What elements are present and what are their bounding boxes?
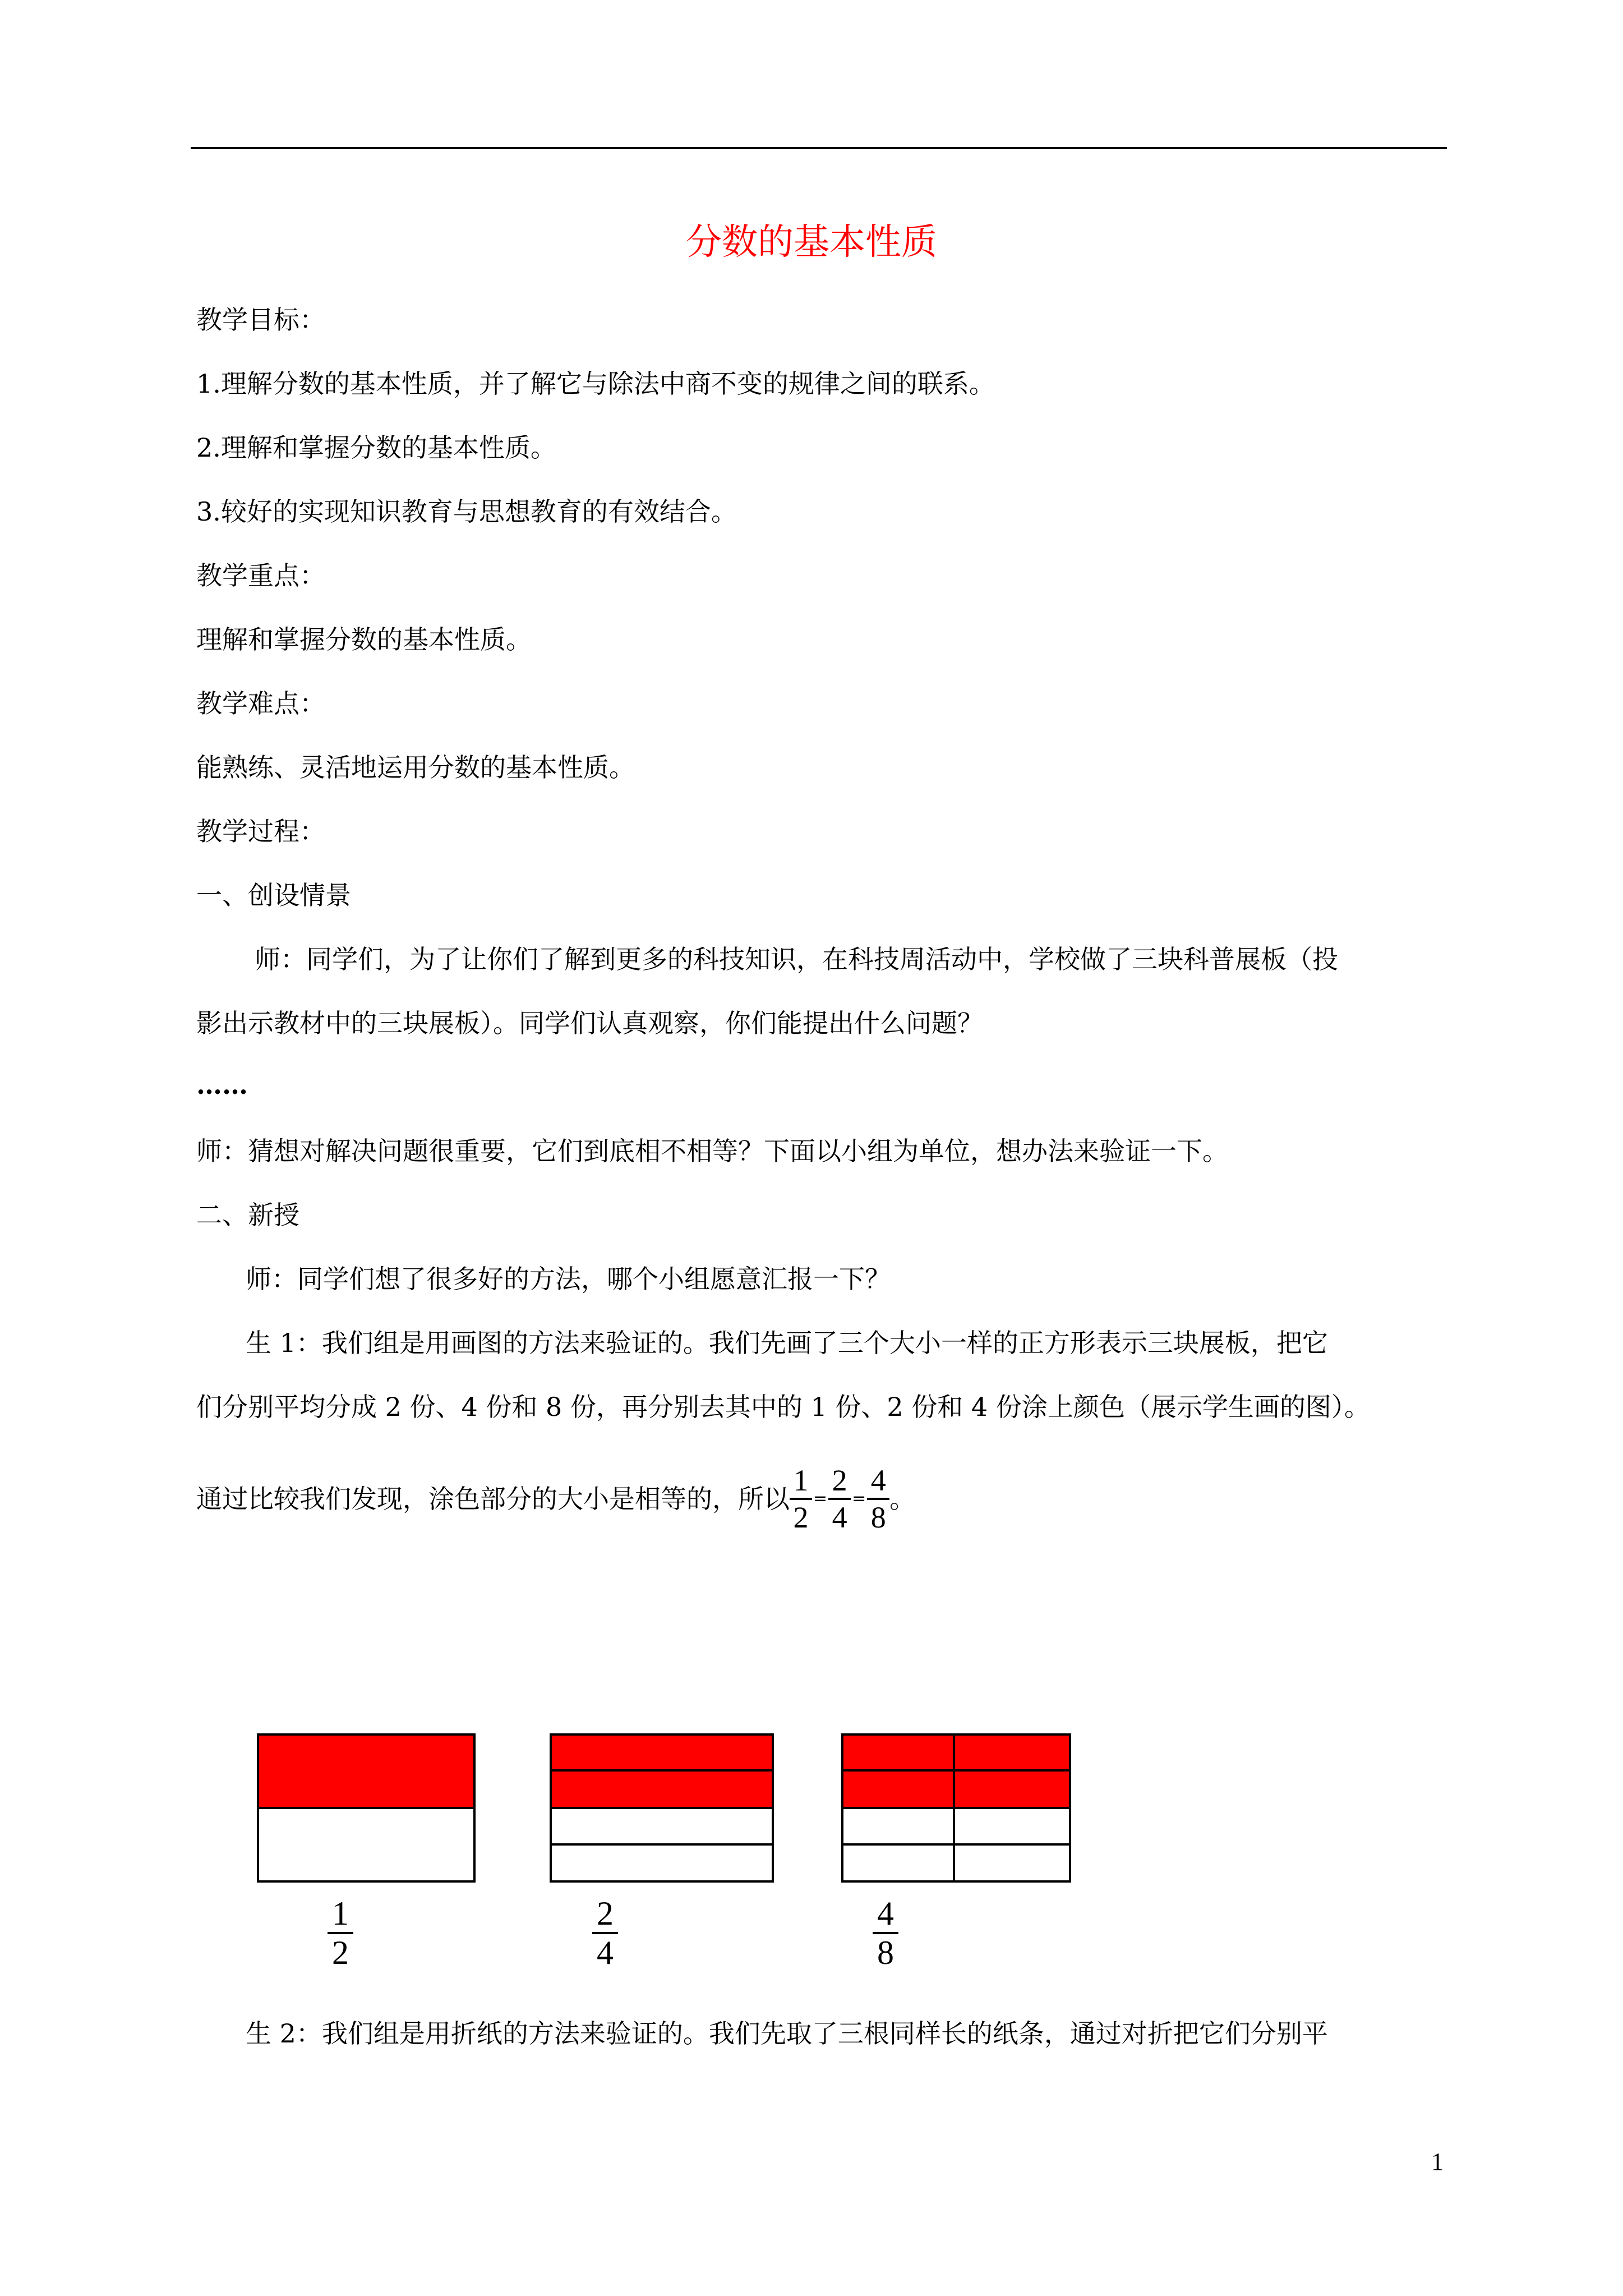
fraction-box-eighths [841,1733,1071,1883]
text-line: 生 2：我们组是用折纸的方法来验证的。我们先取了三根同样长的纸条，通过对折把它们分别平 [246,2018,1328,2049]
ellipsis-line: …… [196,1070,248,1100]
numerator: 2 [597,1895,614,1932]
denominator: 2 [793,1501,809,1534]
text-line: 能熟练、灵活地运用分数的基本性质。 [196,752,635,783]
numerator: 1 [793,1464,809,1497]
text-line: 3.较好的实现知识教育与思想教育的有效结合。 [196,496,737,527]
text-line: 1.理解分数的基本性质，并了解它与除法中商不变的规律之间的联系。 [196,369,995,399]
numerator: 2 [832,1464,847,1497]
text-line: 生 1：我们组是用画图的方法来验证的。我们先画了三个大小一样的正方形表示三块展板，把它 [246,1328,1328,1358]
denominator: 4 [832,1501,847,1534]
text-segment: 通过比较我们发现，涂色部分的大小是相等的，所以 [196,1484,790,1514]
text-line: 2.理解和掌握分数的基本性质。 [196,432,556,463]
divider-line [552,1843,772,1846]
text-line: 教学重点： [196,560,325,591]
text-line: 师：同学们想了很多好的方法，哪个小组愿意汇报一下？ [246,1264,891,1294]
numerator: 4 [870,1464,886,1497]
divider-line [259,1807,473,1809]
text-line: 师：同学们，为了让你们了解到更多的科技知识，在科技周活动中，学校做了三块科普展板（投 [255,944,1338,974]
fraction-box-quarters [550,1733,774,1883]
label-one-half [328,1895,353,1971]
denominator: 8 [870,1501,886,1534]
text-line: 理解和掌握分数的基本性质。 [196,624,532,655]
page-number: 1 [1431,2148,1444,2175]
text-line: 教学难点： [196,688,325,719]
divider-line [953,1736,955,1880]
header-rule [191,147,1447,149]
numerator: 1 [332,1895,349,1932]
label-two-quarters [592,1895,618,1971]
denominator: 2 [332,1934,349,1971]
divider-line [552,1807,772,1809]
page-title: 分数的基本性质 [686,222,937,263]
fraction-two-quarters [828,1463,851,1535]
text-line: 教学目标： [196,305,325,335]
text-line: 二、新授 [196,1200,299,1230]
text-line: 教学过程： [196,816,325,846]
text-line: 们分别平均分成 2 份、4 份和 8 份，再分别去其中的 1 份、2 份和 4 份涂上颜色（展示学生画的图）。 [196,1392,1370,1422]
divider-line [843,1769,1069,1772]
denominator: 4 [597,1934,614,1971]
period: 。 [889,1484,916,1514]
divider-line [843,1843,1069,1846]
equals-sign: = [852,1489,866,1508]
text-line: 一、创设情景 [196,880,351,910]
label-four-eighths [873,1895,898,1971]
equals-sign: = [813,1489,828,1508]
denominator: 8 [877,1934,894,1971]
divider-line [552,1769,772,1772]
fraction-box-halves [257,1733,476,1883]
text-line: 师：猜想对解决问题很重要，它们到底相不相等？下面以小组为单位，想办法来验证一下。 [196,1136,1228,1166]
equation-line [196,1457,915,1541]
text-line: 影出示教材中的三块展板）。同学们认真观察，你们能提出什么问题？ [196,1008,983,1038]
fraction-one-half [790,1463,812,1535]
fraction-four-eighths [867,1463,889,1535]
shaded-part [259,1736,473,1807]
divider-line [843,1807,1069,1809]
numerator: 4 [877,1895,894,1932]
